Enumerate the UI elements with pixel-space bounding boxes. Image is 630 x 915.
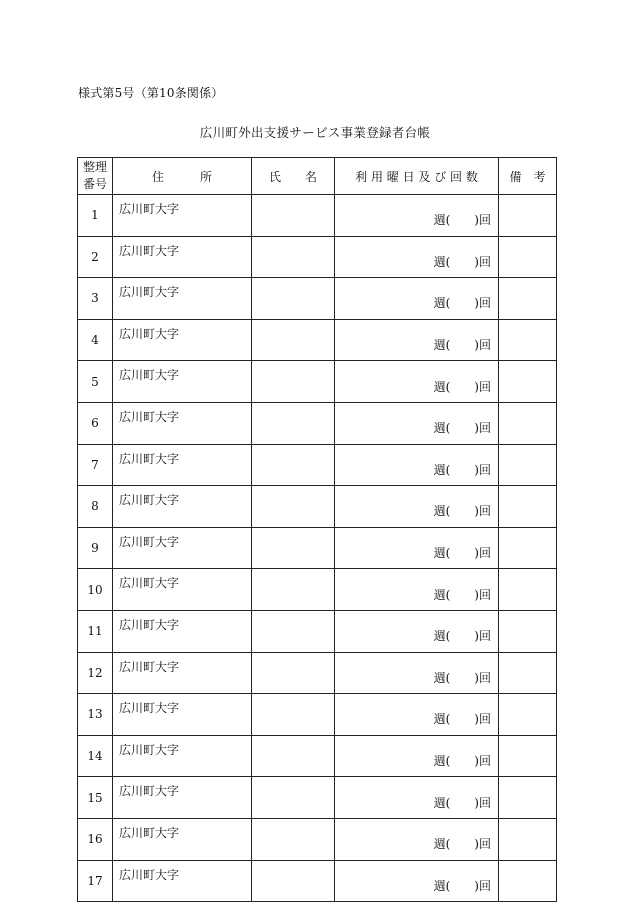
name-cell[interactable] — [252, 818, 335, 860]
header-name: 氏 名 — [252, 158, 335, 195]
address-cell[interactable]: 広川町大字 — [113, 361, 252, 403]
address-cell[interactable]: 広川町大字 — [113, 486, 252, 528]
weekly-count-text: 週( )回 — [433, 754, 491, 769]
address-cell[interactable]: 広川町大字 — [113, 652, 252, 694]
weekly-count-text: 週( )回 — [433, 878, 491, 893]
row-number: 17 — [78, 860, 113, 902]
remarks-cell[interactable] — [499, 402, 557, 444]
address-cell[interactable]: 広川町大字 — [113, 860, 252, 902]
name-cell[interactable] — [252, 402, 335, 444]
usage-cell[interactable] — [335, 694, 499, 736]
name-cell[interactable] — [252, 444, 335, 486]
row-number: 14 — [78, 735, 113, 777]
weekly-count-text: 週( )回 — [433, 421, 491, 436]
remarks-cell[interactable] — [499, 652, 557, 694]
name-cell[interactable] — [252, 486, 335, 528]
address-cell[interactable]: 広川町大字 — [113, 402, 252, 444]
row-number: 6 — [78, 402, 113, 444]
remarks-cell[interactable] — [499, 486, 557, 528]
usage-cell[interactable] — [335, 361, 499, 403]
usage-cell[interactable] — [335, 319, 499, 361]
row-number: 1 — [78, 195, 113, 237]
address-cell[interactable]: 広川町大字 — [113, 236, 252, 278]
form-number: 様式第5号（第10条関係） — [78, 86, 224, 100]
table-row — [78, 527, 557, 569]
weekly-count-text: 週( )回 — [433, 629, 491, 644]
weekly-count-text: 週( )回 — [433, 837, 491, 852]
name-cell[interactable] — [252, 569, 335, 611]
row-number: 11 — [78, 610, 113, 652]
address-cell[interactable]: 広川町大字 — [113, 319, 252, 361]
address-cell[interactable]: 広川町大字 — [113, 527, 252, 569]
name-cell[interactable] — [252, 236, 335, 278]
name-cell[interactable] — [252, 527, 335, 569]
name-cell[interactable] — [252, 361, 335, 403]
remarks-cell[interactable] — [499, 361, 557, 403]
row-number: 9 — [78, 527, 113, 569]
remarks-cell[interactable] — [499, 278, 557, 320]
row-number: 12 — [78, 652, 113, 694]
weekly-count-text: 週( )回 — [433, 504, 491, 519]
table-row — [78, 694, 557, 736]
name-cell[interactable] — [252, 860, 335, 902]
address-cell[interactable]: 広川町大字 — [113, 569, 252, 611]
table-row — [78, 319, 557, 361]
row-number: 13 — [78, 694, 113, 736]
address-cell[interactable]: 広川町大字 — [113, 278, 252, 320]
remarks-cell[interactable] — [499, 735, 557, 777]
table-row — [78, 818, 557, 860]
usage-cell[interactable] — [335, 486, 499, 528]
name-cell[interactable] — [252, 278, 335, 320]
name-cell[interactable] — [252, 610, 335, 652]
row-number: 3 — [78, 278, 113, 320]
usage-cell[interactable] — [335, 777, 499, 819]
table-row — [78, 777, 557, 819]
header-serial-number — [78, 158, 113, 195]
address-cell[interactable]: 広川町大字 — [113, 195, 252, 237]
table-row — [78, 735, 557, 777]
table-row — [78, 610, 557, 652]
weekly-count-text: 週( )回 — [433, 296, 491, 311]
header-serial-number-line1: 整理 — [82, 160, 107, 174]
usage-cell[interactable] — [335, 569, 499, 611]
address-cell[interactable]: 広川町大字 — [113, 444, 252, 486]
address-cell[interactable]: 広川町大字 — [113, 818, 252, 860]
header-serial-number-line2: 番号 — [82, 177, 107, 191]
remarks-cell[interactable] — [499, 694, 557, 736]
table-row — [78, 236, 557, 278]
remarks-cell[interactable] — [499, 569, 557, 611]
document-title: 広川町外出支援サービス事業登録者台帳 — [199, 125, 431, 140]
remarks-cell[interactable] — [499, 818, 557, 860]
remarks-cell[interactable] — [499, 444, 557, 486]
weekly-count-text: 週( )回 — [433, 338, 491, 353]
name-cell[interactable] — [252, 195, 335, 237]
weekly-count-text: 週( )回 — [433, 795, 491, 810]
usage-cell[interactable] — [335, 735, 499, 777]
row-number: 4 — [78, 319, 113, 361]
table-row — [78, 860, 557, 902]
usage-cell[interactable] — [335, 652, 499, 694]
header-usage-days-count: 利 用 曜 日 及 び 回 数 — [335, 158, 499, 195]
table-row — [78, 486, 557, 528]
header-row — [78, 158, 557, 195]
remarks-cell[interactable] — [499, 527, 557, 569]
table-row — [78, 652, 557, 694]
registry-table — [77, 157, 557, 902]
row-number: 7 — [78, 444, 113, 486]
remarks-cell[interactable] — [499, 319, 557, 361]
usage-cell[interactable] — [335, 278, 499, 320]
weekly-count-text: 週( )回 — [433, 379, 491, 394]
weekly-count-text: 週( )回 — [433, 254, 491, 269]
address-cell[interactable]: 広川町大字 — [113, 777, 252, 819]
table-row — [78, 444, 557, 486]
weekly-count-text: 週( )回 — [433, 546, 491, 561]
address-cell[interactable]: 広川町大字 — [113, 735, 252, 777]
table-row — [78, 278, 557, 320]
usage-cell[interactable] — [335, 527, 499, 569]
name-cell[interactable] — [252, 777, 335, 819]
usage-cell[interactable] — [335, 402, 499, 444]
table-row — [78, 195, 557, 237]
remarks-cell[interactable] — [499, 195, 557, 237]
usage-cell[interactable] — [335, 444, 499, 486]
weekly-count-text: 週( )回 — [433, 587, 491, 602]
row-number: 16 — [78, 818, 113, 860]
weekly-count-text: 週( )回 — [433, 670, 491, 685]
address-cell[interactable]: 広川町大字 — [113, 694, 252, 736]
remarks-cell[interactable] — [499, 236, 557, 278]
name-cell[interactable] — [252, 319, 335, 361]
weekly-count-text: 週( )回 — [433, 462, 491, 477]
usage-cell[interactable] — [335, 860, 499, 902]
row-number: 15 — [78, 777, 113, 819]
weekly-count-text: 週( )回 — [433, 712, 491, 727]
row-number: 2 — [78, 236, 113, 278]
weekly-count-text: 週( )回 — [433, 213, 491, 228]
table-row — [78, 361, 557, 403]
remarks-cell[interactable] — [499, 610, 557, 652]
name-cell[interactable] — [252, 652, 335, 694]
row-number: 8 — [78, 486, 113, 528]
usage-cell[interactable] — [335, 195, 499, 237]
usage-cell[interactable] — [335, 610, 499, 652]
header-address: 住 所 — [113, 158, 252, 195]
address-cell[interactable]: 広川町大字 — [113, 610, 252, 652]
name-cell[interactable] — [252, 735, 335, 777]
table-row — [78, 402, 557, 444]
row-number: 10 — [78, 569, 113, 611]
usage-cell[interactable] — [335, 818, 499, 860]
remarks-cell[interactable] — [499, 777, 557, 819]
usage-cell[interactable] — [335, 236, 499, 278]
name-cell[interactable] — [252, 694, 335, 736]
remarks-cell[interactable] — [499, 860, 557, 902]
table-row — [78, 569, 557, 611]
row-number: 5 — [78, 361, 113, 403]
header-remarks: 備 考 — [499, 158, 557, 195]
